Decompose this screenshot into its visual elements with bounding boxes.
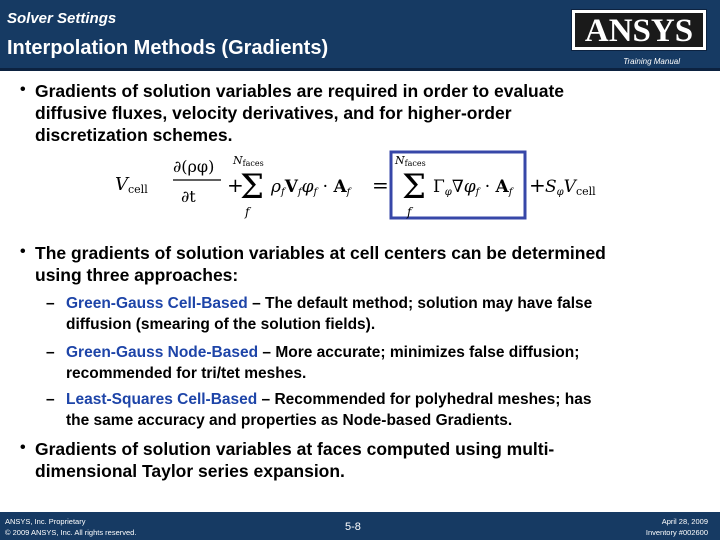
bullet-dot: • — [20, 439, 26, 456]
eq-sum-1: Σ — [240, 167, 265, 207]
eq-vcell-left: Vcell — [115, 174, 148, 196]
sub-bullet-least-squares — [46, 389, 592, 431]
training-manual-label: Training Manual — [623, 57, 680, 66]
eq-diffusive-term: Γφ∇φf · Af — [433, 177, 513, 198]
bullet-face-gradients — [20, 438, 555, 482]
page-number: 5-8 — [345, 521, 361, 533]
eq-sum-upper-2: Nfaces — [395, 154, 426, 168]
sub-bullet-green-gauss-cell — [46, 293, 593, 335]
bullet-line: discretization schemes. — [35, 125, 233, 145]
footer-date: April 28, 2009 — [661, 517, 708, 526]
ansys-logo-text: ANSYS — [584, 13, 694, 47]
sub-bullet-green-gauss-node — [46, 342, 580, 384]
bullet-three-approaches — [20, 242, 606, 286]
eq-convective-term: ρfVfφf · Af — [271, 177, 351, 198]
eq-plus-2: + — [529, 173, 546, 197]
footer-proprietary: ANSYS, Inc. Proprietary — [5, 517, 86, 526]
bullet-line: Gradients of solution variables are required in order to evaluate — [35, 81, 565, 101]
section-title: Solver Settings — [7, 10, 117, 27]
method-description-continued: diffusion (smearing of the solution fields). — [66, 316, 376, 333]
method-description: – Recommended for polyhedral meshes; has — [257, 391, 592, 408]
method-term: Green-Gauss Cell-Based — [66, 295, 248, 312]
method-term: Least-Squares Cell-Based — [66, 391, 258, 408]
eq-partial-denominator: ∂t — [181, 187, 196, 206]
bullet-line: using three approaches: — [35, 265, 239, 285]
sub-bullet-dash: – — [46, 295, 55, 312]
bullet-dot: • — [20, 81, 26, 98]
bullet-line: diffusive fluxes, velocity derivatives, and for higher-order — [35, 103, 512, 123]
eq-partial-numerator: ∂(ρφ) — [173, 157, 215, 176]
footer-inventory: Inventory #002600 — [645, 528, 708, 537]
method-description-continued: recommended for tri/tet meshes. — [66, 365, 307, 382]
bullet-line: Gradients of solution variables at faces computed using multi- — [35, 439, 555, 459]
footer-copyright: © 2009 ANSYS, Inc. All rights reserved. — [5, 528, 137, 537]
method-description-continued: the same accuracy and properties as Node-based Gradients. — [66, 412, 513, 429]
method-description: – The default method; solution may have false — [247, 295, 593, 312]
eq-sum-lower-2: f — [407, 205, 412, 219]
eq-sum-lower-1: f — [245, 205, 250, 219]
method-description: – More accurate; minimizes false diffusion; — [258, 344, 580, 361]
eq-source-term: SφVcell — [545, 177, 596, 198]
bullet-line: dimensional Taylor series expansion. — [35, 461, 345, 481]
eq-plus-1: + — [227, 173, 244, 197]
bullet-line: The gradients of solution variables at cell centers can be determined — [35, 243, 606, 263]
bullet-gradients-required — [20, 80, 565, 146]
slide-title: Interpolation Methods (Gradients) — [7, 37, 329, 59]
sub-bullet-dash: – — [46, 344, 55, 361]
eq-equals: = — [372, 173, 389, 197]
eq-sum-upper-1: Nfaces — [233, 154, 264, 168]
footer-bar — [0, 512, 720, 540]
bullet-dot: • — [20, 243, 26, 260]
sub-bullet-dash: – — [46, 391, 55, 408]
method-term: Green-Gauss Node-Based — [66, 344, 259, 361]
eq-sum-2: Σ — [402, 167, 427, 207]
transport-equation — [115, 150, 615, 222]
